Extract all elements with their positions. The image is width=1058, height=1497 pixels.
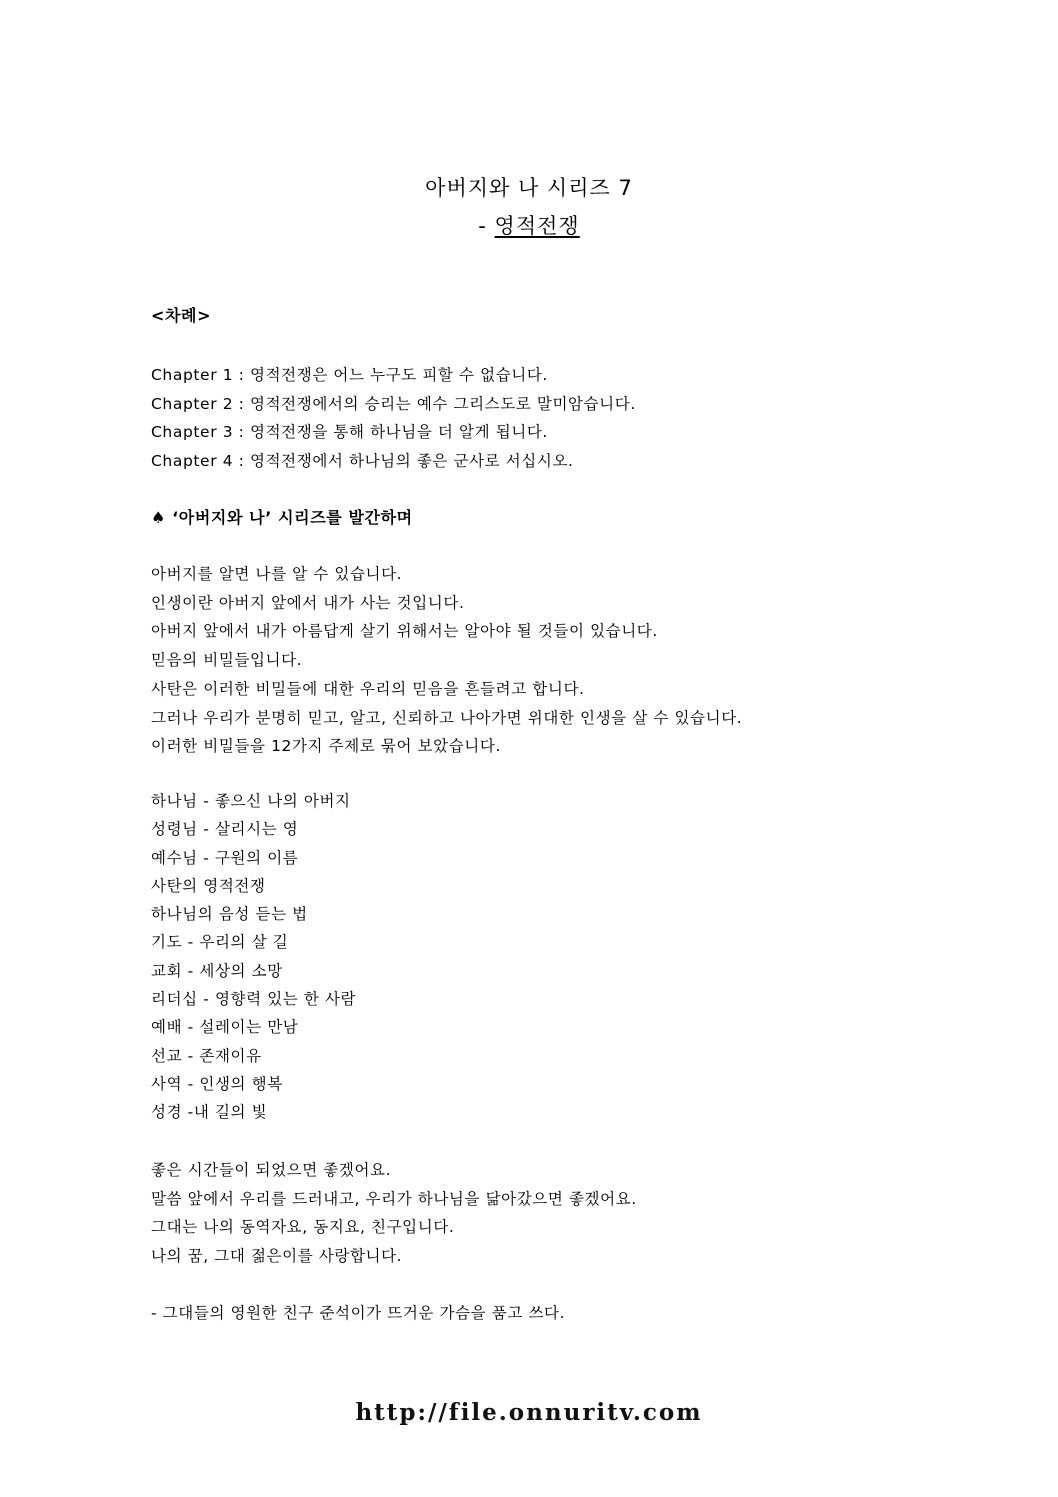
topic-item: 하나님 - 좋으신 나의 아버지 bbox=[151, 792, 351, 810]
toc-item-chapter-3: Chapter 3 : 영적전쟁을 통해 하나님을 더 알게 됩니다. bbox=[151, 423, 548, 442]
topic-item: 기도 - 우리의 살 길 bbox=[151, 933, 289, 952]
toc-item-chapter-1: Chapter 1 : 영적전쟁은 어느 누구도 피할 수 없습니다. bbox=[151, 366, 548, 384]
document-subtitle bbox=[0, 212, 1058, 240]
topic-item: 예수님 - 구원의 이름 bbox=[151, 848, 299, 867]
topic-item: 사탄의 영적전쟁 bbox=[151, 876, 266, 895]
toc-item-chapter-4: Chapter 4 : 영적전쟁에서 하나님의 좋은 군사로 서십시오. bbox=[151, 452, 574, 471]
document-title bbox=[0, 174, 1058, 202]
footer-url: http://file.onnuritv.com bbox=[355, 1399, 703, 1426]
intro-line: 인생이란 아버지 앞에서 내가 사는 것입니다. bbox=[151, 593, 465, 612]
subtitle-prefix: - bbox=[478, 214, 495, 238]
title-main-text: 아버지와 나 시리즈 7 bbox=[425, 176, 633, 200]
topic-item: 교회 - 세상의 소망 bbox=[151, 961, 283, 980]
closing-paragraph bbox=[151, 1156, 637, 1271]
closing-line: 나의 꿈, 그대 젊은이를 사랑합니다. bbox=[151, 1247, 403, 1266]
intro-line: 아버지를 알면 나를 알 수 있습니다. bbox=[151, 565, 403, 583]
intro-line: 이러한 비밀들을 12가지 주제로 묶어 보았습니다. bbox=[151, 737, 501, 756]
intro-line: 그러나 우리가 분명히 믿고, 알고, 신뢰하고 나아가면 위대한 인생을 살 수 있습니다. bbox=[151, 708, 743, 727]
toc-list bbox=[151, 361, 636, 476]
topic-item: 선교 - 존재이유 bbox=[151, 1046, 262, 1065]
topic-item: 예배 - 설레이는 만남 bbox=[151, 1018, 299, 1037]
topic-item: 하나님의 음성 듣는 법 bbox=[151, 905, 308, 924]
topics-list bbox=[151, 787, 356, 1127]
intro-paragraph bbox=[151, 560, 742, 761]
toc-heading: <차례> bbox=[151, 306, 212, 325]
closing-line: 좋은 시간들이 되었으면 좋겠어요. bbox=[151, 1161, 392, 1179]
author-signature: - 그대들의 영원한 친구 준석이가 뜨거운 가슴을 품고 쓰다. bbox=[151, 1304, 566, 1322]
intro-line: 믿음의 비밀들입니다. bbox=[151, 651, 303, 670]
closing-line: 말씀 앞에서 우리를 드러내고, 우리가 하나님을 닮아갔으면 좋겠어요. bbox=[151, 1189, 637, 1208]
intro-line: 아버지 앞에서 내가 아름답게 살기 위해서는 알아야 될 것들이 있습니다. bbox=[151, 622, 658, 641]
series-intro-heading: ♠ ‘아버지와 나’ 시리즈를 발간하며 bbox=[151, 508, 413, 527]
topic-item: 리더십 - 영향력 있는 한 사람 bbox=[151, 990, 357, 1009]
topic-item: 사역 - 인생의 행복 bbox=[151, 1074, 283, 1093]
subtitle-underlined: 영적전쟁 bbox=[494, 214, 580, 238]
topic-item: 성령님 - 살리시는 영 bbox=[151, 820, 299, 839]
toc-item-chapter-2: Chapter 2 : 영적전쟁에서의 승리는 예수 그리스도로 말미암습니다. bbox=[151, 394, 636, 413]
intro-line: 사탄은 이러한 비밀들에 대한 우리의 믿음을 흔들려고 합니다. bbox=[151, 679, 585, 698]
closing-line: 그대는 나의 동역자요, 동지요, 친구입니다. bbox=[151, 1218, 455, 1237]
topic-item: 성경 -내 길의 빛 bbox=[151, 1103, 268, 1122]
